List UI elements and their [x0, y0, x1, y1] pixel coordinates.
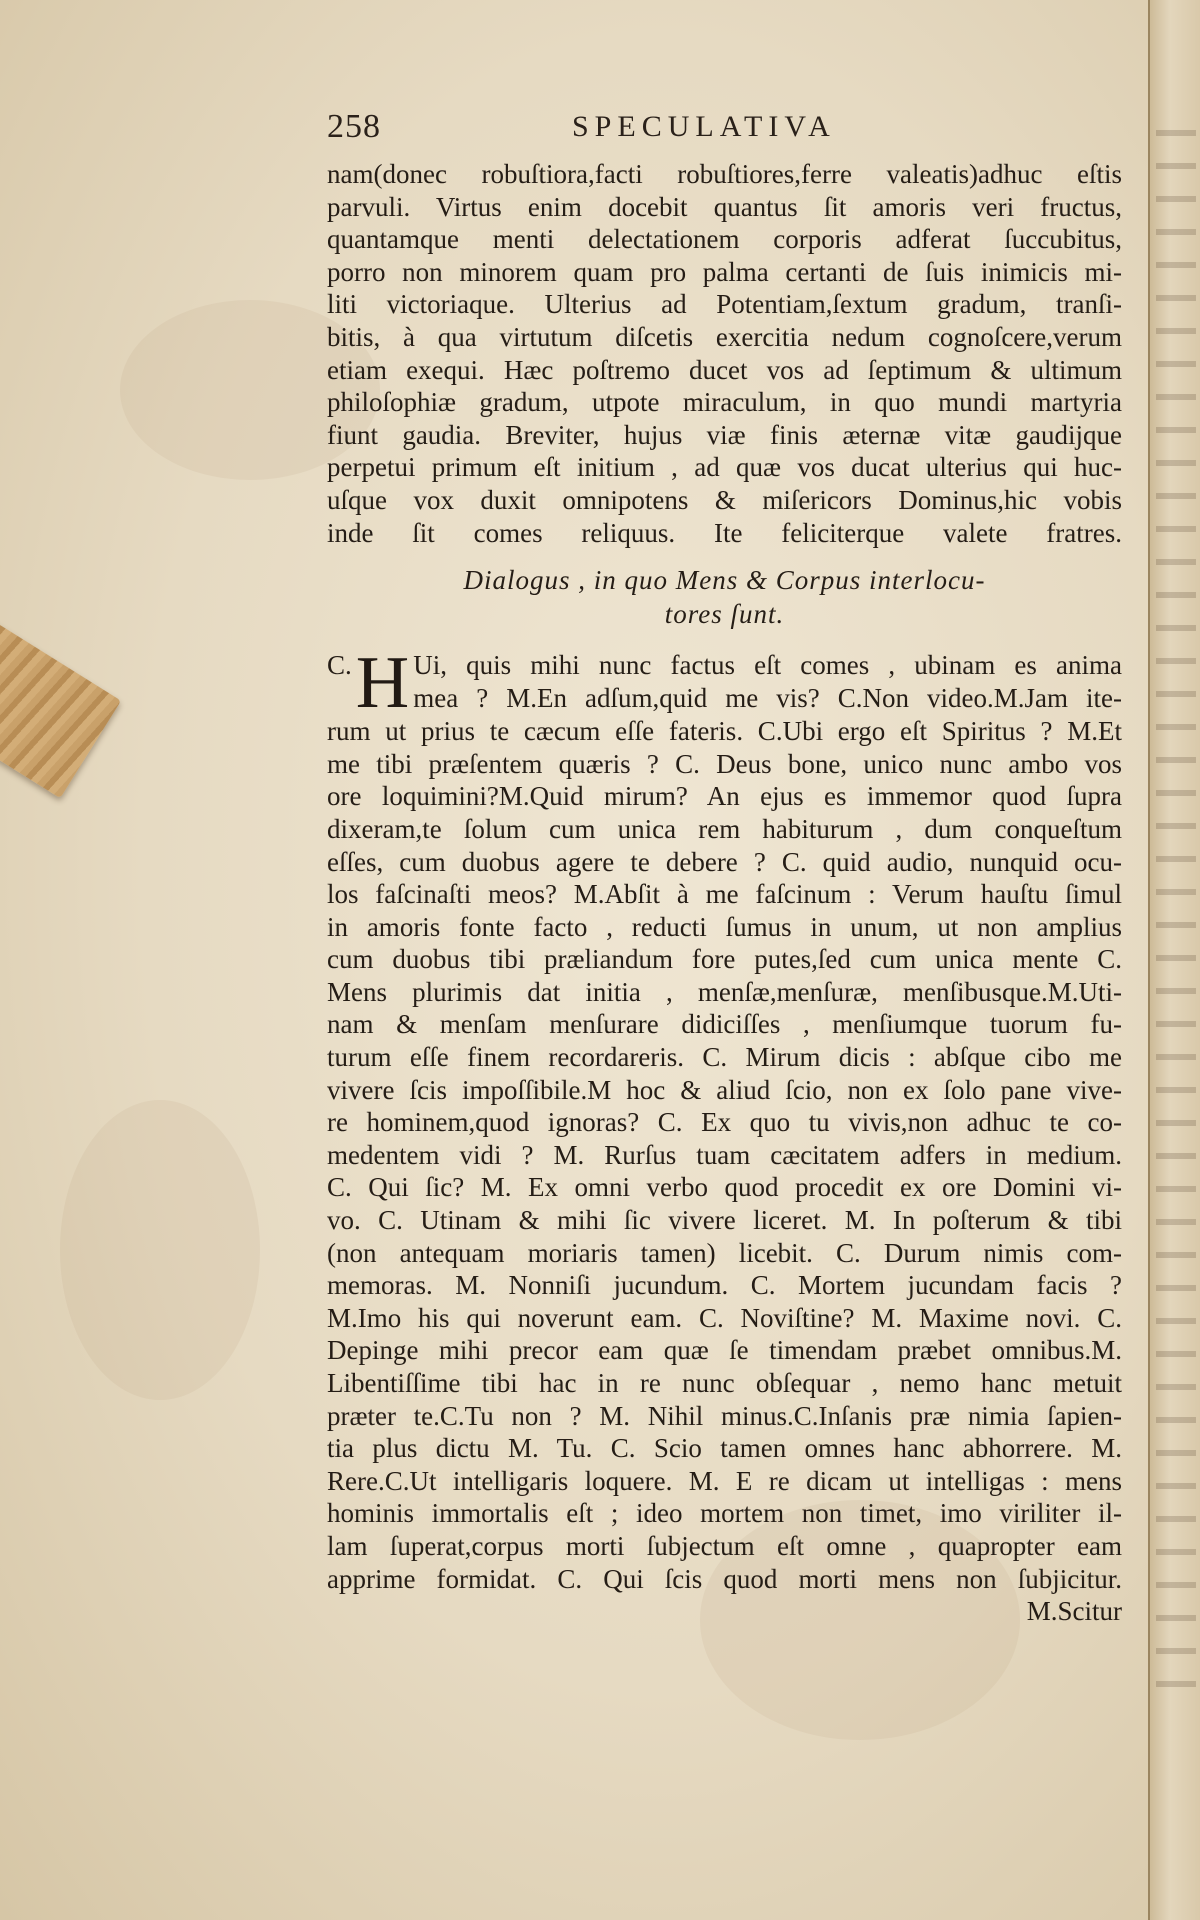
page-header — [327, 108, 1117, 152]
dialogue-line: Depinge mihi precor eam quæ ſe timendam præbet omnibus.M. — [327, 1335, 1122, 1366]
dialogue-line: rum ut prius te cæcum eſſe fateris. C.Ubi ergo eſt Spiritus ? M.Et — [327, 716, 1122, 747]
dialogue-line: ore loquimini?M.Quid mirum? An ejus es immemor quod ſupra — [327, 781, 1122, 812]
dialogue-line: Ui, quis mihi nunc factus eſt comes , ubinam es anima — [413, 650, 1122, 681]
preface-line: fiunt gaudia. Breviter, hujus viæ finis æternæ vitæ gaudijque — [327, 419, 1122, 450]
show-through-text — [1156, 130, 1196, 1690]
dialogue-line: M.Imo his qui noverunt eam. C. Noviſtine? M. Maxime novi. C. — [327, 1302, 1122, 1333]
preface-paragraph — [327, 158, 1122, 549]
preface-line: bitis, à qua virtutum diſcetis exercitia nedum cognoſcere,verum — [327, 321, 1122, 352]
catchword: M.Scitur — [1026, 1596, 1122, 1627]
dialogue-line: C. Qui ſic? M. Ex omni verbo quod procedit ex ore Domini vi- — [327, 1172, 1122, 1203]
dialogue-paragraph — [327, 642, 1122, 1628]
adjacent-page-edge — [1148, 0, 1200, 1920]
dialogue-line: vivere ſcis impoſſibile.M hoc & aliud ſcio, non ex ſolo pane vive- — [327, 1074, 1122, 1105]
dialogue-line: nam & menſam menſurare didiciſſes , menſiumque tuorum fu- — [327, 1009, 1122, 1040]
dialogue-line: eſſes, cum duobus agere te debere ? C. quid audio, nunquid ocu- — [327, 846, 1122, 877]
preface-line: inde ſit comes reliquus. Ite feliciterque valete fratres. — [327, 517, 1122, 548]
dialogue-line: memoras. M. Nonniſi jucundum. C. Mortem jucundam facis ? — [327, 1270, 1122, 1301]
dialogue-line: in amoris fonte facto , reducti ſumus in unum, ut non amplius — [327, 911, 1122, 942]
preface-line: liti victoriaque. Ulterius ad Potentiam,ſextum gradum, tranſi- — [327, 289, 1122, 320]
dialogue-line: (non antequam moriaris tamen) licebit. C. Durum nimis com- — [327, 1237, 1122, 1268]
dialogue-line: medentem vidi ? M. Rurſus tuam cæcitatem adfers in medium. — [327, 1139, 1122, 1170]
dialogue-line: præter te.C.Tu non ? M. Nihil minus.C.Inſanis præ nimia ſapien- — [327, 1400, 1122, 1431]
dialogue-line: apprime formidat. C. Qui ſcis quod morti mens non ſubjicitur. — [327, 1563, 1122, 1594]
dialogue-line: Mens plurimis dat initia , menſæ,menſuræ, menſibusque.M.Uti- — [327, 976, 1122, 1007]
dialogue-heading-line-2: tores ſunt. — [664, 599, 785, 630]
dialogue-line: cum duobus tibi præliandum fore putes,ſed cum unica mente C. — [327, 944, 1122, 975]
dialogue-line: re hominem,quod ignoras? C. Ex quo tu vivis,non adhuc te co- — [327, 1107, 1122, 1138]
dialogue-line: lam ſuperat,corpus morti ſubjectum eſt omne , quapropter eam — [327, 1530, 1122, 1561]
dialogue-heading-line-1: Dialogus , in quo Mens & Corpus interlocu- — [463, 565, 986, 596]
dialogue-line: mea ? M.En adſum,quid me vis? C.Non video.M.Jam ite- — [413, 682, 1122, 713]
dialogue-line: los faſcinaſti meos? M.Abſit à me faſcinum : Verum hauſtu ſimul — [327, 879, 1122, 910]
dialogue-line: hominis immortalis eſt ; ideo mortem non timet, imo viriliter il- — [327, 1498, 1122, 1529]
dialogue-line: Libentiſſime tibi hac in re nunc obſequar , nemo hanc metuit — [327, 1368, 1122, 1398]
dialogue-line: tia plus dictu M. Tu. C. Scio tamen omnes hanc abhorrere. M. — [327, 1433, 1122, 1464]
preface-line: nam(donec robuſtiora,facti robuſtiores,ferre valeatis)adhuc eſtis — [327, 159, 1122, 189]
dialogue-line: dixeram,te ſolum cum unica rem habiturum , dum conqueſtum — [327, 813, 1122, 844]
preface-line: philoſophiæ gradum, utpote miraculum, in quo mundi martyria — [327, 387, 1122, 418]
preface-line: etiam exequi. Hæc poſtremo ducet vos ad ſeptimum & ultimum — [327, 354, 1122, 385]
wooden-bookmark — [0, 600, 121, 798]
dialogue-line: me tibi præſentem quæris ? C. Deus bone, unico nunc ambo vos — [327, 748, 1122, 779]
text-block — [327, 158, 1122, 1628]
preface-line: uſque vox duxit omnipotens & miſericors Dominus,hic vobis — [327, 484, 1122, 515]
dropcap-letter: H — [355, 642, 410, 725]
page-number: 258 — [327, 108, 381, 145]
paper-stain — [60, 1100, 260, 1400]
preface-line: quantamque menti delectationem corporis adferat ſuccubitus, — [327, 224, 1122, 255]
dialogue-line: turum eſſe finem recordareris. C. Mirum dicis : abſque cibo me — [327, 1042, 1122, 1073]
dialogue-line: vo. C. Utinam & mihi ſic vivere liceret. M. In poſterum & tibi — [327, 1205, 1122, 1236]
preface-line: parvuli. Virtus enim docebit quantus ſit amoris veri fructus, — [327, 191, 1122, 222]
dialogue-line: Rere.C.Ut intelligaris loquere. M. E re dicam ut intelligas : mens — [327, 1465, 1122, 1496]
preface-line: perpetui primum eſt initium , ad quæ vos ducat ulterius qui huc- — [327, 452, 1122, 483]
dropcap-prefix: C. — [327, 650, 352, 681]
running-head: SPECULATIVA — [572, 110, 836, 143]
preface-line: porro non minorem quam pro palma certanti de ſuis inimicis mi- — [327, 256, 1122, 287]
